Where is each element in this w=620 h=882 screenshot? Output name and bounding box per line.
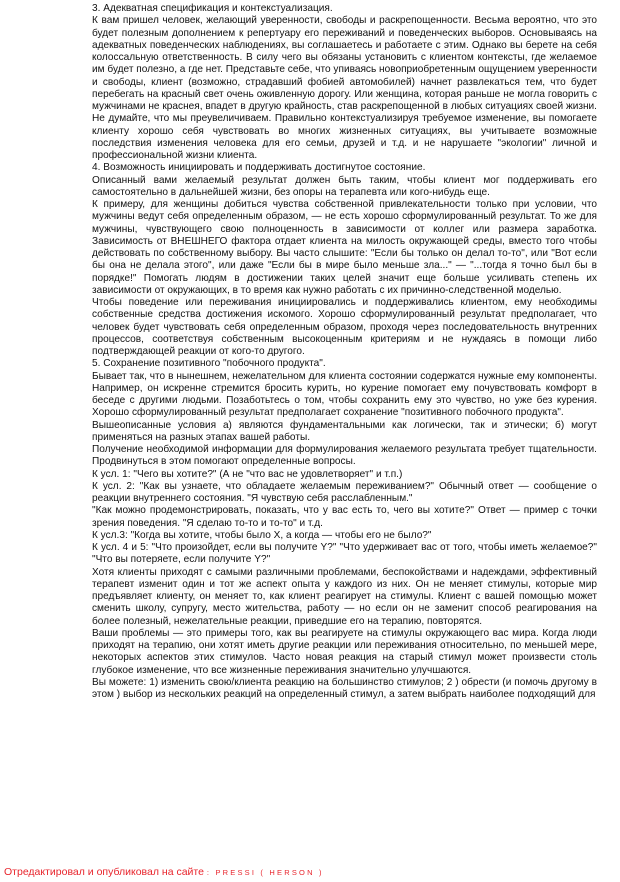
footer-label: Отредактировал и опубликовал на сайте [4, 866, 204, 878]
paragraph: Ваши проблемы — это примеры того, как вы реагируете на стимулы окружающего вас мира. Когда люди приходят на терапию, они хотят иметь другие реакции или переживания относительно, по меньшей мере, некоторых аспектов этих стимулов. Часто новая реакция на старый стимул может произвести столь глубокое изменение, что все жизненные переживания значительно улучшаются. [92, 627, 597, 676]
publisher-footer [4, 866, 324, 878]
document-body [92, 3, 597, 701]
paragraph: 3. Адекватная спецификация и контекстуализация. [92, 3, 333, 14]
paragraph: Хотя клиенты приходят с самыми различными проблемами, беспокойствами и надеждами, эффективный терапевт изменит один и тот же аспект опыта у каждого из них. Он не меняет стимулы, которые мир предъявляет клиенту, он меняет то, как клиент реагирует на стимулы. Клиент с вашей помощью может сменить школу, супругу, место жительства, работу — но если он не заменит способ реагирования на более полезный, нежелательные реакции, приведшие его на терапию, повторятся. [92, 566, 597, 627]
paragraph: К усл.3: "Когда вы хотите, чтобы было X, а когда — чтобы его не было?" [92, 529, 432, 541]
paragraph: 5. Сохранение позитивного "побочного продукта". [92, 358, 326, 370]
paragraph: К усл. 2: "Как вы узнаете, что обладаете желаемым переживанием?" Обычный ответ — сообщение о реакции внутреннего состояния. "Я чувствую себя расслабленным." [92, 480, 597, 504]
paragraph: Вышеописанные условия а) являются фундаментальными как логически, так и этически; б) могут применяться на разных этапах вашей работы. [92, 419, 597, 443]
paragraph: Бывает так, что в нынешнем, нежелательном для клиента состоянии содержатся нужные ему компоненты. Например, он искренне стремится бросить курить, но курение помогает ему почувствовать комфорт в беседе с другими людьми. Позаботьтесь о том, чтобы сохранить ему это чувство, но уже без курения. Хорошо сформулированный результат предполагает сохранение "позитивного побочного продукта". [92, 370, 597, 419]
paragraph: К усл. 4 и 5: "Что произойдет, если вы получите Y?" "Что удерживает вас от того, чтобы иметь желаемое?" "Что вы потеряете, если получите Y?" [92, 542, 597, 566]
paragraph: Получение необходимой информации для формулирования желаемого результата требует тщательности. Продвинуться в этом помогают определенные вопросы. [92, 444, 597, 468]
paragraph: Чтобы поведение или переживания инициировались и поддерживались клиентом, ему необходимы собственные средства достижения искомого. Хорошо сформулированный результат предполагает, что человек будет чувствовать себя определенным образом, проходя через последовательность внутренних процессов, соответствуя собственным высокоценным критериям и не нуждаясь в помощи либо подтверждающей реакции от кого-то другого. [92, 297, 597, 357]
footer-site-link[interactable]: : PRESSI ( HERSON ) [206, 868, 324, 877]
paragraph: К усл. 1: "Чего вы хотите?" (А не "что вас не удовлетворяет" и т.п.) [92, 468, 403, 480]
paragraph: 4. Возможность инициировать и поддерживать достигнутое состояние. [92, 162, 426, 174]
paragraph: К вам пришел человек, желающий уверенности, свободы и раскрепощенности. Весьма вероятно, что это будет полезным дополнением к репертуару его переживаний и поведенческих выборов. Основываясь на адекватных поведенческих наблюдениях, вы соглашаетесь и работаете с этим. Однако вы берете на себя колоссальную ответственность. В силу чего вы обязаны установить с клиентом контексты, где желаемое им будет полезно, а где нет. Представьте себе, что упиваясь новоприобретенным ощущением уверенности и свободы, клиент (возможно, страдавший фобией автомобилей) начнет развлекаться тем, что будет перебегать на красный свет очень оживленную дорогу. Или женщина, которая раньше не могла говорить с мужчинами не краснея, впадет в другую крайность, став раскрепощенной в любых ситуациях своей жизни. Не думайте, что мы преувеличиваем. Правильно контекстуализируя требуемое изменение, вы помогаете клиенту хорошо себя чувствовать во многих жизненных ситуациях, вы учитываете возможные последствия изменения человека для его семьи, друзей и т.д. и не нарушаете "экологии" личной и профессиональной жизни клиента. [92, 15, 598, 161]
paragraph: К примеру, для женщины добиться чувства собственной привлекательности только при условии, что мужчины ведут себя определенным образом, — не есть хорошо сформулированный результат. То же для мужчины, чувствующего свою полноценность в зависимости от коллег или размера заработка. Зависимость от ВНЕШНЕГО фактора отдает клиента на милость окружающей среды, вместо того чтобы действовать по собственному выбору. Вы часто слышите: "Если бы только он делал то-то", или "Вот если бы она не делала этого", или даже "Если бы в мире было меньше зла..." — "...тогда я точно был бы в порядке!" Помогать людям в достижении таких целей значит еще больше усиливать степень их зависимости от окружающих, в то время как нужно работать с их причинно-следственной моделью. [92, 199, 597, 296]
paragraph: Описанный вами желаемый результат должен быть таким, чтобы клиент мог поддерживать его самостоятельно в дальнейшей жизни, без опоры на терапевта или кого-нибудь еще. [92, 174, 597, 198]
paragraph: "Как можно продемонстрировать, показать, что у вас есть то, чего вы хотите?" Ответ — пример с точки зрения поведения. "Я сделаю то-то и то-то" и т.д. [92, 505, 597, 529]
paragraph: Вы можете: 1) изменить свою/клиента реакцию на большинство стимулов; 2 ) обрести (и помочь другому в этом ) выбор из нескольких реакций на определенный стимул, а затем выбрать наиболее подходящий для [92, 676, 597, 700]
